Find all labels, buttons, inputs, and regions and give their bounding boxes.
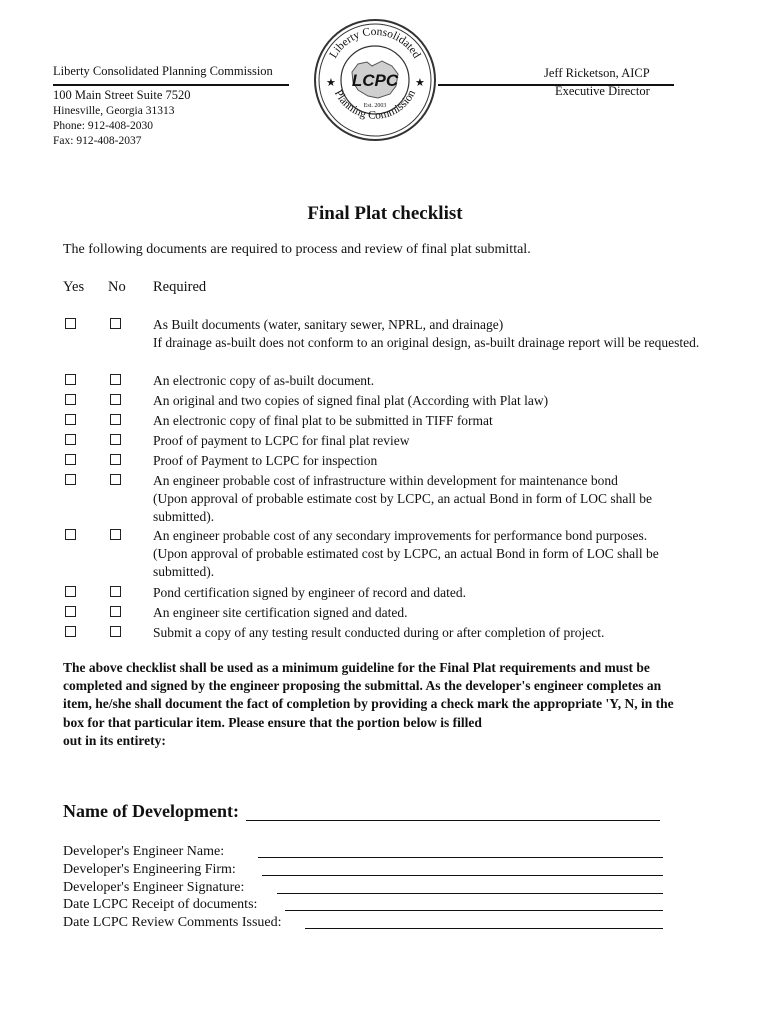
lcpc-seal-logo: [312, 14, 438, 149]
item-text: Pond certification signed by engineer of record and dated.: [153, 585, 467, 600]
no-checkbox[interactable]: [110, 374, 121, 385]
name-of-development-label: Name of Development:: [63, 801, 239, 821]
no-checkbox[interactable]: [110, 529, 121, 540]
svg-text:★: ★: [326, 77, 336, 89]
yes-checkbox[interactable]: [65, 394, 76, 405]
seal-top-text: Liberty Consolidated: [327, 25, 423, 61]
engineer-signature-label: Developer's Engineer Signature:: [63, 880, 245, 895]
yes-checkbox[interactable]: [65, 529, 76, 540]
director-name: Jeff Ricketson, AICP: [544, 66, 650, 80]
no-checkbox[interactable]: [110, 454, 121, 465]
column-required: Required: [153, 279, 207, 295]
item-text: As Built documents (water, sanitary sewer, NPRL, and drainage) If drainage as-built does not conform to an original design, as-built drainage report will be requested.: [153, 317, 700, 350]
item-text: An engineer probable cost of any secondary improvements for performance bond purposes. (Upon approval of probable estimated cost by LCPC, an actual Bond in form of LOC shall be submitted).: [153, 528, 659, 579]
header-rule-left: [53, 84, 289, 86]
item-text: An electronic copy of as-built document.: [153, 373, 375, 388]
yes-checkbox[interactable]: [65, 434, 76, 445]
seal-est-text: Est. 2003: [363, 103, 387, 109]
instructions-note: The above checklist shall be used as a minimum guideline for the Final Plat requirements and must be completed and signed by the engineer proposing the submittal. As the developer's engineer completes an item, he/she shall document the fact of completion by providing a check mark the appropriate 'Y, N, in the box for that particular item. Please ensure that the portion below is filled out in its entirety:: [63, 660, 674, 748]
org-name: Liberty Consolidated Planning Commission: [53, 64, 273, 78]
svg-text:★: ★: [415, 77, 425, 89]
no-checkbox[interactable]: [110, 414, 121, 425]
no-checkbox[interactable]: [110, 394, 121, 405]
page-title: Final Plat checklist: [307, 203, 463, 224]
engineer-name-label: Developer's Engineer Name:: [63, 844, 225, 859]
yes-checkbox[interactable]: [65, 318, 76, 329]
yes-checkbox[interactable]: [65, 606, 76, 617]
intro-text: The following documents are required to process and review of final plat submittal.: [63, 242, 531, 257]
seal-bottom-text: Planning Commission: [331, 88, 419, 122]
column-yes: Yes: [63, 279, 85, 295]
yes-checkbox[interactable]: [65, 454, 76, 465]
no-checkbox[interactable]: [110, 626, 121, 637]
item-text: Proof of Payment to LCPC for inspection: [153, 453, 378, 468]
name-of-development-line[interactable]: [246, 820, 660, 821]
comments-date-label: Date LCPC Review Comments Issued:: [63, 915, 282, 930]
receipt-date-label: Date LCPC Receipt of documents:: [63, 897, 258, 912]
yes-checkbox[interactable]: [65, 414, 76, 425]
item-text: An engineer site certification signed and dated.: [153, 605, 408, 620]
no-checkbox[interactable]: [110, 586, 121, 597]
column-no: No: [108, 279, 126, 295]
item-text: Proof of payment to LCPC for final plat review: [153, 433, 410, 448]
item-text: An original and two copies of signed final plat (According with Plat law): [153, 393, 549, 408]
item-text: Submit a copy of any testing result conducted during or after completion of project.: [153, 625, 605, 640]
org-fax: Fax: 912-408-2037: [53, 135, 142, 147]
engineering-firm-label: Developer's Engineering Firm:: [63, 862, 236, 877]
no-checkbox[interactable]: [110, 434, 121, 445]
no-checkbox[interactable]: [110, 318, 121, 329]
org-address: 100 Main Street Suite 7520: [53, 88, 191, 102]
yes-checkbox[interactable]: [65, 374, 76, 385]
comments-date-line[interactable]: [305, 928, 663, 929]
no-checkbox[interactable]: [110, 606, 121, 617]
item-text: An electronic copy of final plat to be submitted in TIFF format: [153, 413, 493, 428]
receipt-date-line[interactable]: [285, 910, 663, 911]
org-city: Hinesville, Georgia 31313: [53, 105, 175, 117]
director-title: Executive Director: [555, 84, 650, 98]
engineer-signature-line[interactable]: [277, 893, 663, 894]
seal-center-text: LCPC: [351, 71, 399, 90]
no-checkbox[interactable]: [110, 474, 121, 485]
yes-checkbox[interactable]: [65, 626, 76, 637]
engineer-name-line[interactable]: [258, 857, 663, 858]
item-text: An engineer probable cost of infrastructure within development for maintenance bond (Upon approval of probable estimate cost by LCPC, an actual Bond in form of LOC shall be submitted).: [153, 473, 653, 524]
yes-checkbox[interactable]: [65, 586, 76, 597]
yes-checkbox[interactable]: [65, 474, 76, 485]
org-phone: Phone: 912-408-2030: [53, 120, 153, 132]
engineering-firm-line[interactable]: [262, 875, 663, 876]
